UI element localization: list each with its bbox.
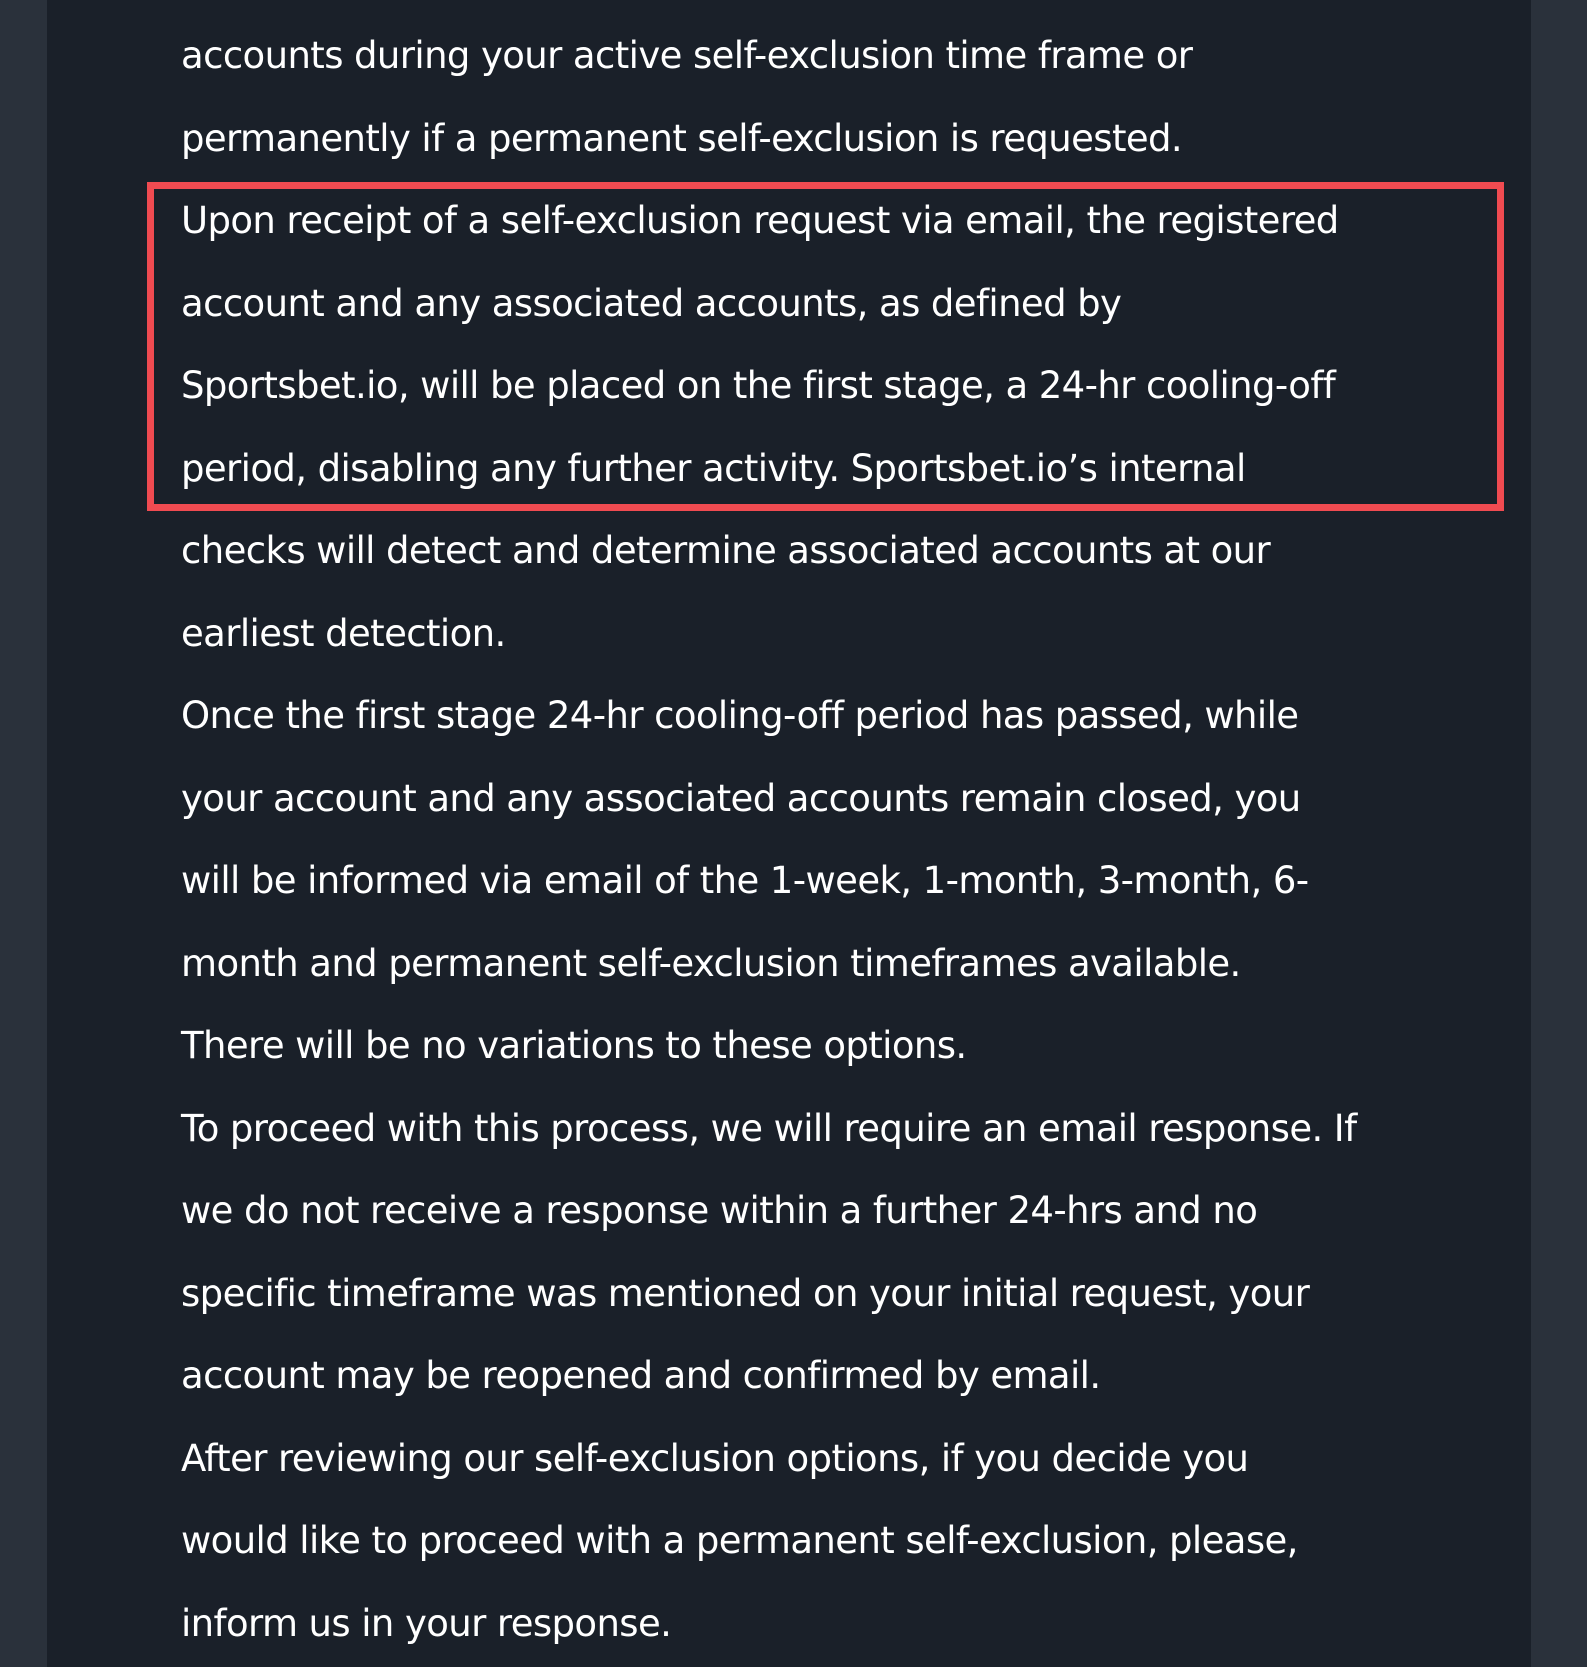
text-line: Upon receipt of a self-exclusion request via email, the registered [181,199,1339,242]
text-line: Once the first stage 24-hr cooling-off period has passed, while [181,694,1299,737]
text-line: will be informed via email of the 1-week, 1-month, 3-month, 6- [181,859,1309,902]
text-line: account and any associated accounts, as defined by [181,281,1122,325]
text-line: your account and any associated accounts remain closed, you [181,776,1301,820]
text-line: There will be no variations to these options. [181,1024,967,1067]
text-line: To proceed with this process, we will require an email response. If [181,1106,1357,1150]
content-panel [47,0,1531,1667]
text-line: month and permanent self-exclusion timeframes available. [181,941,1241,985]
text-line: Sportsbet.io, will be placed on the first stage, a 24-hr cooling-off [181,364,1336,407]
text-line: accounts during your active self-exclusion time frame or [181,34,1193,77]
text-line: period, disabling any further activity. Sportsbet.io’s internal [181,446,1246,490]
text-line: account may be reopened and confirmed by email. [181,1354,1101,1397]
text-line: After reviewing our self-exclusion options, if you decide you [181,1436,1249,1480]
policy-text [181,15,1521,1665]
text-line: inform us in your response. [181,1601,672,1645]
text-line: would like to proceed with a permanent self-exclusion, please, [181,1519,1298,1562]
text-line: we do not receive a response within a further 24-hrs and no [181,1189,1258,1232]
text-line: specific timeframe was mentioned on your initial request, your [181,1271,1310,1315]
text-line: earliest detection. [181,611,506,655]
text-line: checks will detect and determine associated accounts at our [181,529,1271,572]
text-line: permanently if a permanent self-exclusion is requested. [181,116,1183,160]
